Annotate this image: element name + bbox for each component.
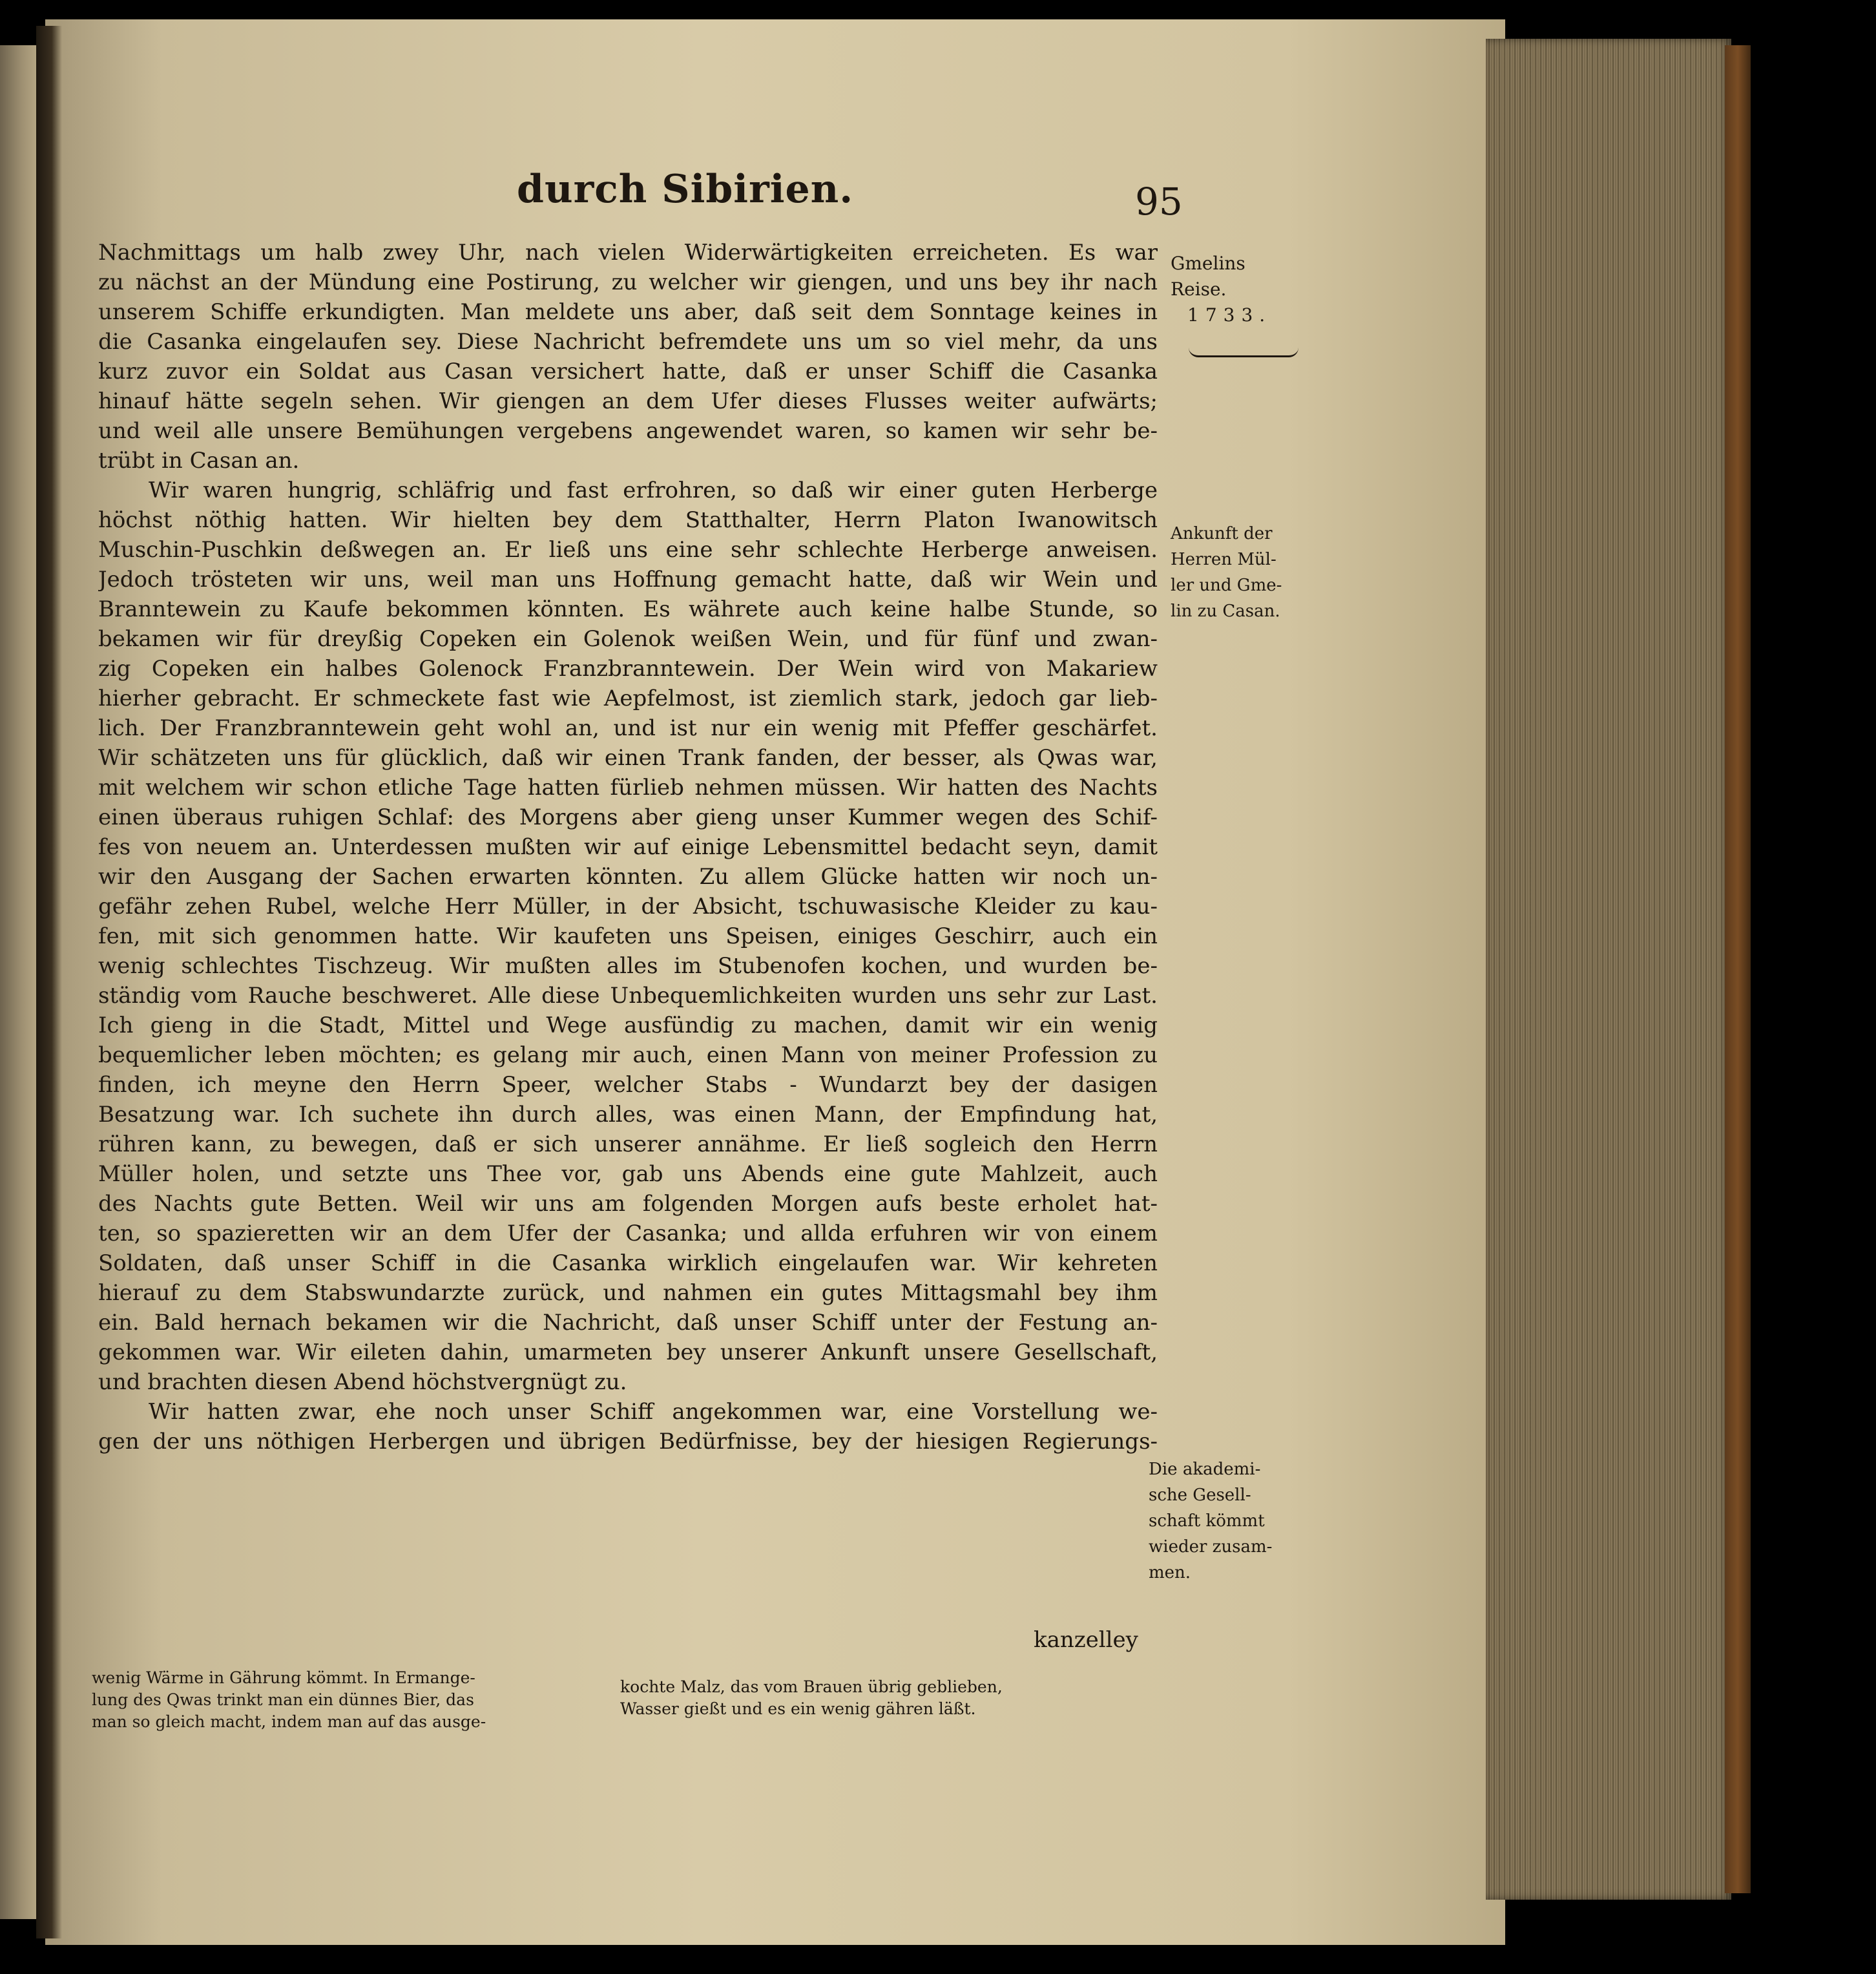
margin-note-line: ler und Gme-	[1171, 576, 1282, 595]
text-line: Besatzung war. Ich suchete ihn durch alles, was einen Mann, der Empfindung hat,	[98, 1102, 1158, 1128]
footnote-column-right	[620, 1676, 1003, 1720]
running-head: durch Sibirien.	[517, 167, 854, 212]
text-line: rühren kann, zu bewegen, daß er sich unserer annähme. Er ließ sogleich den Herrn	[98, 1131, 1158, 1157]
footnote-line: lung des Qwas trinkt man ein dünnes Bier, das	[92, 1690, 474, 1709]
text-line: ständig vom Rauche beschweret. Alle diese Unbequemlichkeiten wurden uns sehr zur Last.	[98, 983, 1158, 1009]
text-line: Wir waren hungrig, schläfrig und fast erfrohren, so daß wir einer guten Herberge	[149, 478, 1158, 503]
margin-note-line: men.	[1149, 1563, 1191, 1582]
margin-note-line: Ankunft der	[1171, 524, 1273, 543]
text-line: finden, ich meyne den Herrn Speer, welcher Stabs - Wundarzt bey der dasigen	[98, 1072, 1158, 1098]
text-line: des Nachts gute Betten. Weil wir uns am folgenden Morgen aufs beste erholet hat-	[98, 1191, 1158, 1217]
text-line: Ich gieng in die Stadt, Mittel und Wege ausfündig zu machen, damit wir ein wenig	[98, 1013, 1158, 1038]
text-line: wir den Ausgang der Sachen erwarten könnten. Zu allem Glücke hatten wir noch un-	[98, 864, 1158, 890]
footnote-line: wenig Wärme in Gährung kömmt. In Ermange-	[92, 1668, 475, 1687]
page-fore-edge	[1486, 39, 1731, 1900]
text-line: Nachmittags um halb zwey Uhr, nach vielen Widerwärtigkeiten erreicheten. Es war	[98, 240, 1158, 266]
text-line: trübt in Casan an.	[98, 448, 300, 474]
text-line: Soldaten, daß unser Schiff in die Casanka wirklich eingelaufen war. Wir kehreten	[98, 1250, 1158, 1276]
text-line: gekommen war. Wir eileten dahin, umarmeten bey unserer Ankunft unsere Gesellschaft,	[98, 1339, 1158, 1365]
catchword: kanzelley	[1034, 1627, 1138, 1653]
footnote-line: kochte Malz, das vom Brauen übrig geblieben,	[620, 1677, 1003, 1696]
margin-note-ankunft	[1171, 521, 1282, 624]
text-line: ein. Bald hernach bekamen wir die Nachricht, daß unser Schiff unter der Festung an-	[98, 1310, 1158, 1336]
margin-note-gesellschaft	[1149, 1456, 1272, 1586]
margin-note-line: schaft kömmt	[1149, 1511, 1265, 1531]
margin-year-brace	[1189, 348, 1298, 357]
text-line: kurz zuvor ein Soldat aus Casan versichert hatte, daß er unser Schiff die Casanka	[98, 359, 1158, 384]
text-line: zu nächst an der Mündung eine Postirung, zu welcher wir giengen, und uns bey ihr nach	[98, 269, 1158, 295]
text-line: unserem Schiffe erkundigten. Man meldete uns aber, daß seit dem Sonntage keines in	[98, 299, 1158, 325]
text-line: Muschin-Puschkin deßwegen an. Er ließ uns eine sehr schlechte Herberge anweisen.	[98, 537, 1158, 563]
text-line: höchst nöthig hatten. Wir hielten bey dem Statthalter, Herrn Platon Iwanowitsch	[98, 507, 1158, 533]
text-line: hinauf hätte segeln sehen. Wir giengen an dem Ufer dieses Flusses weiter aufwärts;	[98, 388, 1158, 414]
text-line: fes von neuem an. Unterdessen mußten wir auf einige Lebensmittel bedacht seyn, damit	[98, 834, 1158, 860]
margin-note-line: 1733.	[1187, 304, 1272, 326]
book-cover-edge	[1725, 45, 1751, 1893]
text-line: zig Copeken ein halbes Golenock Franzbranntewein. Der Wein wird von Makariew	[98, 656, 1158, 682]
text-line: und brachten diesen Abend höchstvergnügt zu.	[98, 1369, 627, 1395]
text-line: hierher gebracht. Er schmeckete fast wie Aepfelmost, ist ziemlich stark, jedoch gar lieb-	[98, 686, 1158, 711]
margin-note-line: Herren Mül-	[1171, 550, 1277, 569]
margin-note-line: sche Gesell-	[1149, 1486, 1251, 1505]
text-line: fen, mit sich genommen hatte. Wir kaufeten uns Speisen, einiges Geschirr, auch ein	[98, 923, 1158, 949]
page-number: 95	[1135, 180, 1183, 224]
text-line: mit welchem wir schon etliche Tage hatten fürlieb nehmen müssen. Wir hatten des Nachts	[98, 775, 1158, 801]
margin-note-line: Die akademi-	[1149, 1460, 1261, 1479]
margin-note-line: wieder zusam-	[1149, 1537, 1273, 1557]
margin-note-gmelins-reise	[1171, 251, 1271, 328]
margin-note-line: Gmelins	[1171, 253, 1245, 274]
text-line: ten, so spazieretten wir an dem Ufer der Casanka; und allda erfuhren wir von einem	[98, 1221, 1158, 1246]
text-line: bekamen wir für dreyßig Copeken ein Golenok weißen Wein, und für fünf und zwan-	[98, 626, 1158, 652]
text-line: gen der uns nöthigen Herbergen und übrigen Bedürfnisse, bey der hiesigen Regierungs-	[98, 1429, 1158, 1454]
margin-note-line: lin zu Casan.	[1171, 602, 1280, 621]
footnote-column-left	[92, 1667, 486, 1733]
footnote-line: man so gleich macht, indem man auf das ausge-	[92, 1712, 486, 1731]
text-line: Wir hatten zwar, ehe noch unser Schiff angekommen war, eine Vorstellung we-	[149, 1399, 1158, 1425]
text-line: Wir schätzeten uns für glücklich, daß wir einen Trank fanden, der besser, als Qwas war,	[98, 745, 1158, 771]
body-text	[98, 238, 1158, 1456]
text-line: hierauf zu dem Stabswundarzte zurück, und nahmen ein gutes Mittagsmahl bey ihm	[98, 1280, 1158, 1306]
text-line: die Casanka eingelaufen sey. Diese Nachricht befremdete uns um so viel mehr, da uns	[98, 329, 1158, 355]
left-page-edge	[0, 45, 39, 1919]
text-line: Müller holen, und setzte uns Thee vor, gab uns Abends eine gute Mahlzeit, auch	[98, 1161, 1158, 1187]
text-line: bequemlicher leben möchten; es gelang mir auch, einen Mann von meiner Profession zu	[98, 1042, 1158, 1068]
footnote-line: Wasser gießt und es ein wenig gähren läßt.	[620, 1699, 976, 1718]
text-line: und weil alle unsere Bemühungen vergebens angewendet waren, so kamen wir sehr be-	[98, 418, 1158, 444]
text-line: Branntewein zu Kaufe bekommen könnten. Es währete auch keine halbe Stunde, so	[98, 596, 1158, 622]
book-gutter	[36, 26, 62, 1938]
text-line: einen überaus ruhigen Schlaf: des Morgens aber gieng unser Kummer wegen des Schif-	[98, 804, 1158, 830]
text-line: wenig schlechtes Tischzeug. Wir mußten alles im Stubenofen kochen, und wurden be-	[98, 953, 1158, 979]
text-line: gefähr zehen Rubel, welche Herr Müller, in der Absicht, tschuwasische Kleider zu kau-	[98, 894, 1158, 919]
text-line: Jedoch trösteten wir uns, weil man uns Hoffnung gemacht hatte, daß wir Wein und	[98, 567, 1158, 593]
text-line: lich. Der Franzbranntewein geht wohl an, und ist nur ein wenig mit Pfeffer geschärfet.	[98, 715, 1158, 741]
margin-note-line: Reise.	[1171, 278, 1227, 300]
